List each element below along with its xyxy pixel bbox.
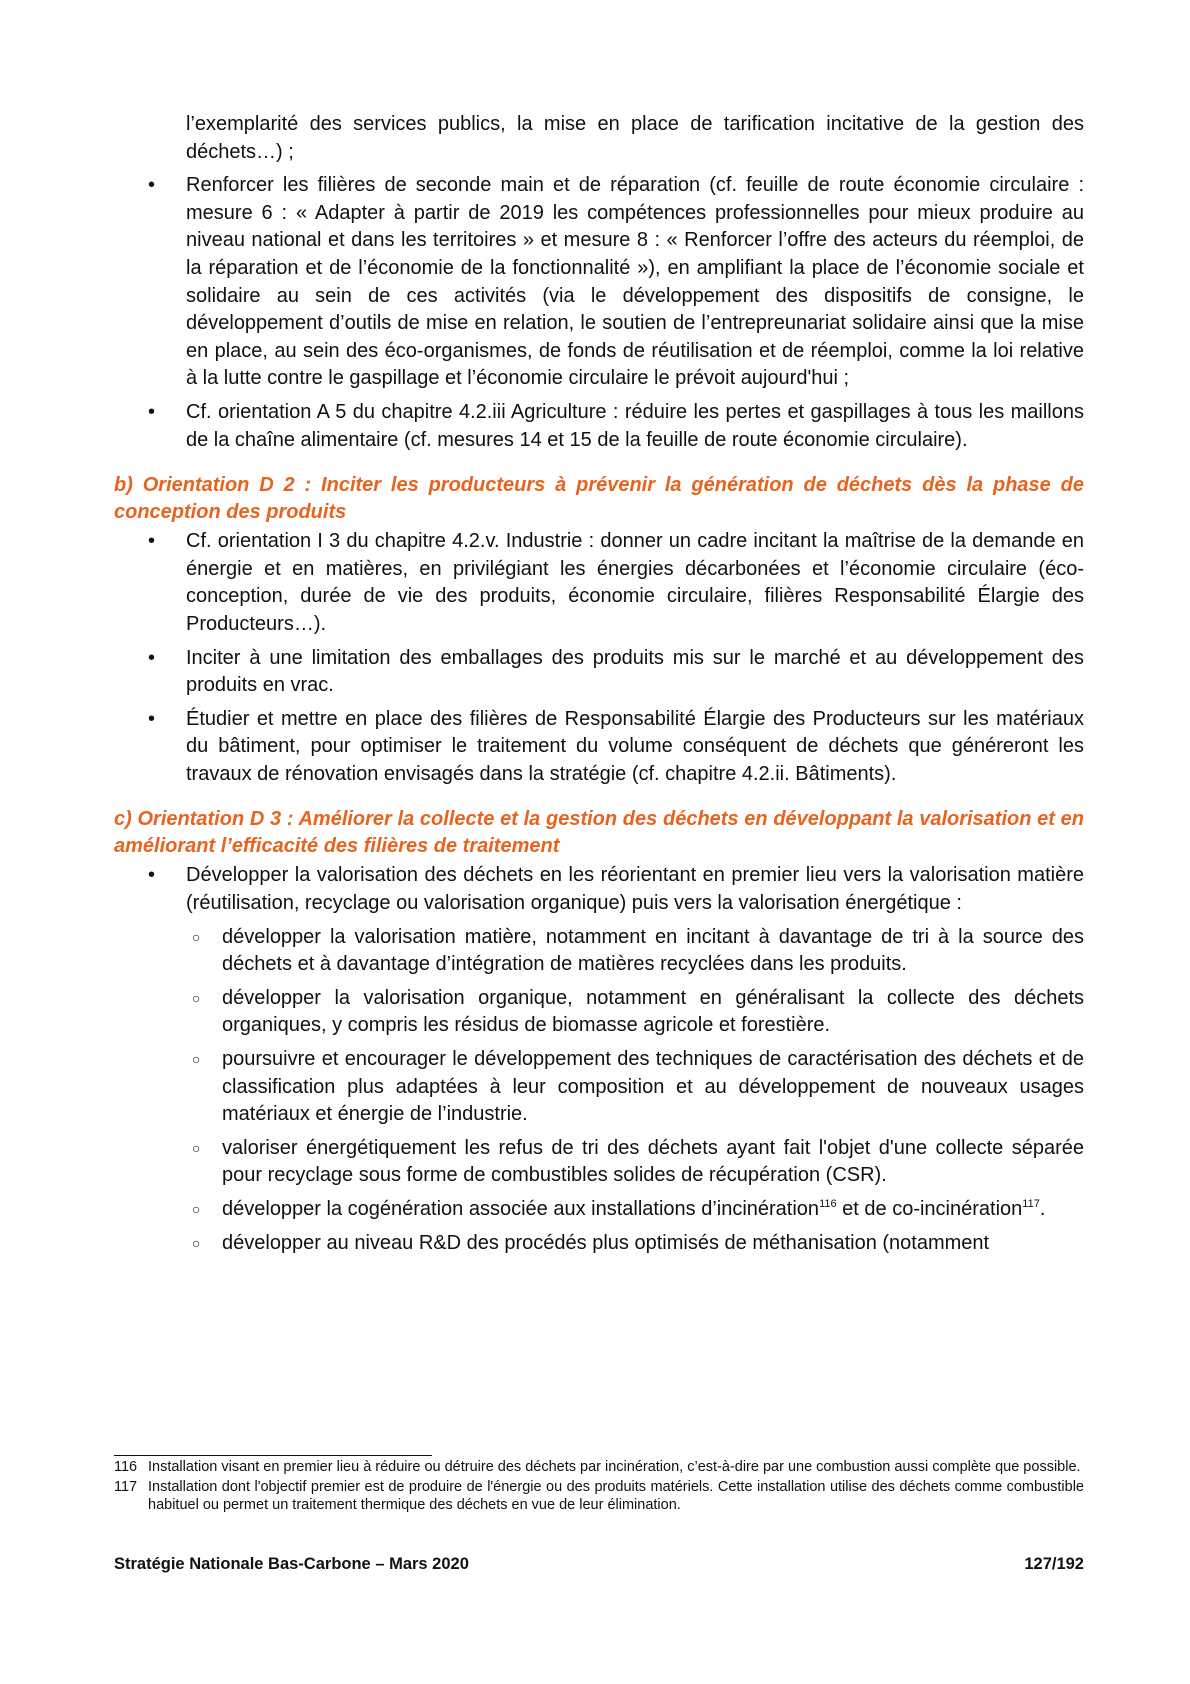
sub-list-item: ○ développer la valorisation organique, notamment en généralisant la collecte des déchets organiques, y compris les résidus de biomasse agricole et forestière. (192, 986, 1084, 1037)
list-item: • Renforcer les filières de seconde main et de réparation (cf. feuille de route économie circulaire : mesure 6 : « Adapter à partir de 2019 les compétences professionnelles pour mieux produire au niveau national et dans les territoires » et mesure 8 : « Renforcer l’offre des acteurs du réemploi, de la réparation et de l’économie de la fonctionnalité »), en amplifiant la place de l’économie sociale et solidaire au sein de ces activités (via le développement des dispositifs de consigne, le développement d’outils de mise en relation, le soutien de l’entrepreunariat solidaire ainsi que la mise en place, au sein des éco-organismes, de fonds de réutilisation et de réemploi, comme la loi relative à la lutte contre le gaspillage et l’économie circulaire le prévoit aujourd'hui ; (148, 174, 1084, 390)
footnote-divider (114, 1455, 432, 1456)
circle-bullet-icon: ○ (192, 989, 201, 1006)
list-item: • Étudier et mettre en place des filières de Responsabilité Élargie des Producteurs sur les matériaux du bâtiment, pour optimiser le traitement du volume conséquent de déchets que généreront les travaux de rénovation envisagés dans la stratégie (cf. chapitre 4.2.ii. Bâtiments). (148, 707, 1084, 785)
sub-list-item: ○ développer au niveau R&D des procédés plus optimisés de méthanisation (notamment (186, 1230, 1084, 1258)
footnote (114, 1458, 1084, 1476)
bullet-icon: • (148, 530, 156, 553)
intro-continuation: l’exemplarité des services publics, la mise en place de tarification incitative de la gestion des déchets…) ; (186, 113, 1084, 163)
list-item: • Inciter à une limitation des emballages des produits mis sur le marché et au développement des produits en vrac. (148, 646, 1084, 697)
circle-bullet-icon: ○ (192, 1234, 201, 1251)
footnote-number: 116 (114, 1459, 138, 1475)
circle-bullet-icon: ○ (192, 1051, 201, 1068)
circle-bullet-icon: ○ (192, 1139, 201, 1156)
list-item: • Développer la valorisation des déchets en les réorientant en premier lieu vers la valorisation matière (réutilisation, recyclage ou valorisation organique) puis vers la valorisation énergétique : ○ développer la valorisation matière, notamment en incitant à davantage de tri à la source des déchets et à davantage d’intégration de matières recyclées dans les produits. ○ développer la valorisation organique, notamment en généralisant la collecte des déchets organiques, y compris les résidus de biomasse agricole et forestière. ○ poursuivre et encourager le développement des techniques de caractérisation des déchets et de classification plus adaptées à leur composition et au développement de nouveaux usages matériaux et énergie de l’industrie. ○ valoriser énergétiquement les refus de tri des déchets ayant fait l'objet d'une collecte séparée pour recyclage sous forme de combustibles solides de récupération (CSR). ○ développer la cogénération associée aux installations d’incinération$^{116}$ et de co-incinération$^{117}$. ○ développer au niveau R&D des procédés plus optimisés de méthanisation (notamment (114, 862, 1084, 1257)
sub-bullet-list (186, 924, 1084, 1258)
page-footer (114, 1555, 1084, 1574)
section-c-heading: c) Orientation D 3 : Améliorer la collecte et la gestion des déchets en développant la valorisation et en améliorant l’efficacité des filières de traitement (114, 808, 1084, 858)
list-item: • Cf. orientation A 5 du chapitre 4.2.iii Agriculture : réduire les pertes et gaspillages à tous les maillons de la chaîne alimentaire (cf. mesures 14 et 15 de la feuille de route économie circulaire). (148, 400, 1084, 451)
bullet-icon: • (148, 174, 156, 197)
section-b-bullet-list (114, 528, 1084, 788)
sub-list-item: ○ développer la valorisation matière, notamment en incitant à davantage de tri à la source des déchets et à davantage d’intégration de matières recyclées dans les produits. (192, 925, 1084, 976)
section-b-heading: b) Orientation D 2 : Inciter les producteurs à prévenir la génération de déchets dès la phase de conception des produits (114, 474, 1084, 524)
footnote-ref-117[interactable]: 117 (1022, 1198, 1040, 1210)
list-item: • Cf. orientation I 3 du chapitre 4.2.v. Industrie : donner un cadre incitant la maîtrise de la demande en énergie et en matières, en privilégiant les énergies décarbonées et l’économie circulaire (éco-conception, durée de vie des produits, économie circulaire, filières Responsabilité Élargie des Producteurs…). (148, 530, 1084, 635)
section-c-bullet-list (114, 862, 1084, 1257)
circle-bullet-icon: ○ (192, 928, 201, 945)
footnotes (114, 1458, 1084, 1516)
footnote-text: Installation dont l'objectif premier est de produire de l'énergie ou des produits matériels. Cette installation utilise des déchets comme combustible habituel ou permet un traitement thermique des déchets en vue de leur élimination. (148, 1479, 1084, 1513)
bullet-icon: • (148, 864, 156, 887)
circle-bullet-icon: ○ (192, 1201, 201, 1217)
bullet-icon: • (148, 400, 156, 423)
footnote-ref-116[interactable]: 116 (819, 1198, 837, 1210)
page-number: 127/192 (1024, 1555, 1084, 1573)
sub-list-item: ○ poursuivre et encourager le développement des techniques de caractérisation des déchets et de classification plus adaptées à leur composition et au développement de nouveaux usages matériaux et énergie de l’industrie. (192, 1048, 1084, 1126)
document-body (114, 111, 1084, 1257)
document-title: Stratégie Nationale Bas-Carbone – Mars 2020 (114, 1555, 469, 1573)
bullet-icon: • (148, 707, 156, 730)
sub-list-item: ○ développer la cogénération associée aux installations d’incinération$^{116}$ et de co-incinération$^{117}$. (186, 1196, 1084, 1224)
intro-bullet-list (114, 172, 1084, 454)
footnote (114, 1478, 1084, 1514)
footnote-number: 117 (114, 1479, 138, 1495)
sub-list-item: ○ valoriser énergétiquement les refus de tri des déchets ayant fait l'objet d'une collecte séparée pour recyclage sous forme de combustibles solides de récupération (CSR). (192, 1136, 1084, 1187)
footnote-text: Installation visant en premier lieu à réduire ou détruire des déchets par incinération, c’est-à-dire par une combustion aussi complète que possible. (148, 1459, 1081, 1475)
bullet-icon: • (148, 646, 156, 669)
